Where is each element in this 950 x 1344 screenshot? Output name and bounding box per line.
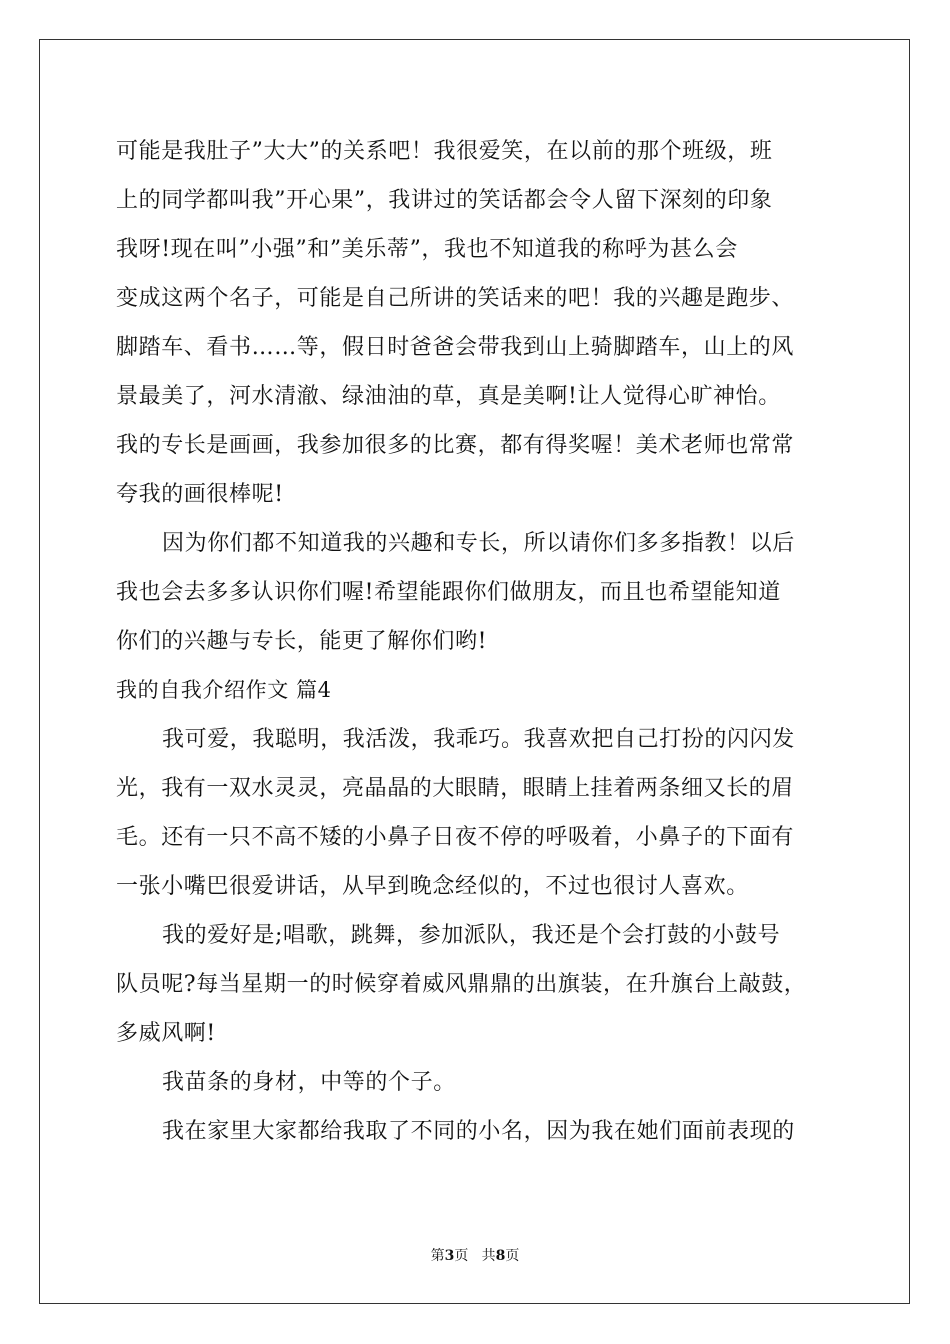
text-line: 脚踏车、看书……等，假日时爸爸会带我到山上骑脚踏车，山上的风: [116, 335, 795, 360]
page-footer: [0, 1246, 950, 1266]
text-line: 因为你们都不知道我的兴趣和专长，所以请你们多多指教！以后: [162, 531, 795, 556]
text-line: 夸我的画很棒呢!: [116, 482, 284, 507]
text-line: 我可爱，我聪明，我活泼，我乖巧。我喜欢把自己打扮的闪闪发: [162, 727, 795, 752]
text-line: 我的爱好是;唱歌，跳舞，参加派队，我还是个会打鼓的小鼓号: [162, 923, 781, 948]
text-line: 我苗条的身材，中等的个子。: [162, 1070, 456, 1095]
total-prefix: 共: [481, 1248, 496, 1264]
text-line: 我呀!现在叫”小强”和”美乐蒂”，我也不知道我的称呼为甚么会: [116, 237, 738, 262]
page-number: 3: [444, 1248, 455, 1264]
document-body: [116, 127, 836, 1156]
total-suffix: 页: [505, 1248, 520, 1264]
text-line: 可能是我肚子”大大”的关系吧！我很爱笑，在以前的那个班级，班: [116, 139, 773, 164]
text-line: 光，我有一双水灵灵，亮晶晶的大眼睛，眼睛上挂着两条细又长的眉: [116, 776, 795, 801]
text-line: 我也会去多多认识你们喔!希望能跟你们做朋友，而且也希望能知道: [116, 580, 781, 605]
text-line: 我的专长是画画，我参加很多的比赛，都有得奖喔！美术老师也常常: [116, 433, 795, 458]
page-prefix: 第: [430, 1248, 445, 1264]
page-suffix: 页: [454, 1248, 469, 1264]
total-pages: 8: [495, 1248, 506, 1264]
text-line: 一张小嘴巴很爱讲话，从早到晚念经似的，不过也很讨人喜欢。: [116, 874, 749, 899]
text-line: 毛。还有一只不高不矮的小鼻子日夜不停的呼吸着，小鼻子的下面有: [116, 825, 795, 850]
text-line: 上的同学都叫我”开心果”，我讲过的笑话都会令人留下深刻的印象: [116, 188, 773, 213]
text-line: 变成这两个名子，可能是自己所讲的笑话来的吧！我的兴趣是跑步、: [116, 286, 795, 311]
text-line: 我在家里大家都给我取了不同的小名，因为我在她们面前表现的: [162, 1119, 795, 1144]
text-line: 你们的兴趣与专长，能更了解你们哟!: [116, 629, 488, 654]
text-line: 队员呢?每当星期一的时候穿着威风鼎鼎的出旗装，在升旗台上敲鼓，: [116, 972, 807, 997]
section-heading: 我的自我介绍作文 篇4: [116, 678, 332, 702]
text-line: 景最美了，河水清澈、绿油油的草，真是美啊!让人觉得心旷神怡。: [116, 384, 781, 409]
text-line: 多威风啊!: [116, 1021, 216, 1046]
